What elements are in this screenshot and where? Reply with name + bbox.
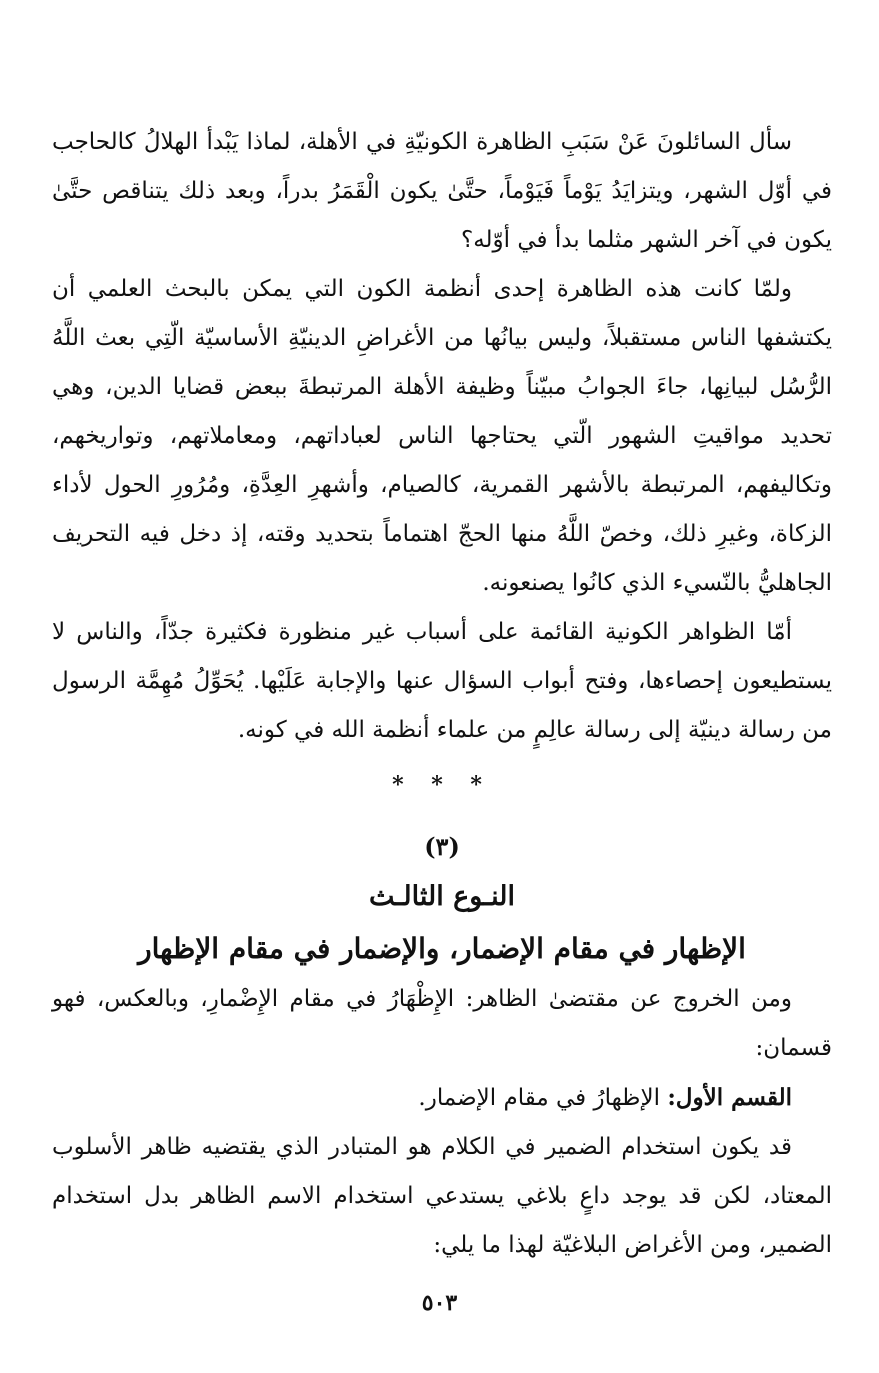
section-number: (٣) — [424, 832, 460, 861]
paragraph-answer: ولمّا كانت هذه الظاهرة إحدى أنظمة الكون التي يمكن بالبحث العلمي أن يكتشفها الناس مستقبلاً، وليس بيانُها من الأغراضِ الدينيّةِ الأساسيّة الّتِي بعث اللَّهُ الرُّسُل لبيانِها، جاءَ الجوابُ مبيّناً وظيفة الأهلة المرتبطةَ ببعض قضايا الدين، وهي تحديد مواقيتِ الشهور الّتي يحتاجها الناس لعباداتهم، ومعاملاتهم، وتواريخهم، وتكاليفهم، المرتبطة بالأشهر القمرية، كالصيام، وأشهرِ العِدَّةِ، ومُرُورِ الحول لأداء الزكاة، وغيرِ ذلك، وخصّ اللَّهُ منها الحجّ اهتماماً بتحديد وقته، إذ دخل فيه التحريف الجاهليُّ بالنّسيء الذي كانُوا يصنعونه. — [52, 276, 832, 596]
page-number: ٥٠٣ — [421, 1290, 458, 1316]
paragraph-cosmic-phenomena: أمّا الظواهر الكونية القائمة على أسباب غير منظورة فكثيرة جدّاً، والناس لا يستطيعون إحصاءها، وفتح أبواب السؤال عنها والإجابة عَلَيْها. يُحَوِّلُ مُهِمَّة الرسول من رسالة دينيّة إلى رسالة عالِمٍ من علماء أنظمة الله في كونه. — [52, 619, 832, 743]
section-title: الإظهار في مقام الإضمار، والإضمار في مقام الإظهار — [138, 932, 746, 965]
section-separator: * * * — [392, 772, 492, 798]
paragraph-question: سأل السائلونَ عَنْ سَبَبِ الظاهرة الكونيّةِ في الأهلة، لماذا يَبْدأ الهلالُ كالحاجب في أوّل الشهر، ويتزايَدُ يَوْماً فَيَوْماً، حتَّىٰ يكون الْقَمَرُ بدراً، وبعد ذلك يتناقص حتَّىٰ يكون في آخر الشهر مثلما بدأ في أوّله؟ — [52, 129, 832, 253]
subsection-text: الإظهارُ في مقام الإضمار. — [418, 1085, 668, 1111]
subsection-heading — [52, 1073, 832, 1123]
subsection-label: القسم الأول: — [667, 1084, 792, 1111]
section-type-heading: النـوع الثالـث — [369, 881, 515, 912]
page-body — [52, 118, 832, 1270]
paragraph-closing: قد يكون استخدام الضمير في الكلام هو المتبادر الذي يقتضيه ظاهر الأسلوب المعتاد، لكن قد يوجد داعٍ بلاغي يستدعي استخدام الاسم الظاهر بدل استخدام الضمير، ومن الأغراض البلاغيّة لهذا ما يلي: — [52, 1134, 832, 1258]
paragraph-intro: ومن الخروج عن مقتضىٰ الظاهر: الإِظْهَارُ في مقام الإِضْمارِ، وبالعكس، فهو قسمان: — [52, 986, 832, 1061]
